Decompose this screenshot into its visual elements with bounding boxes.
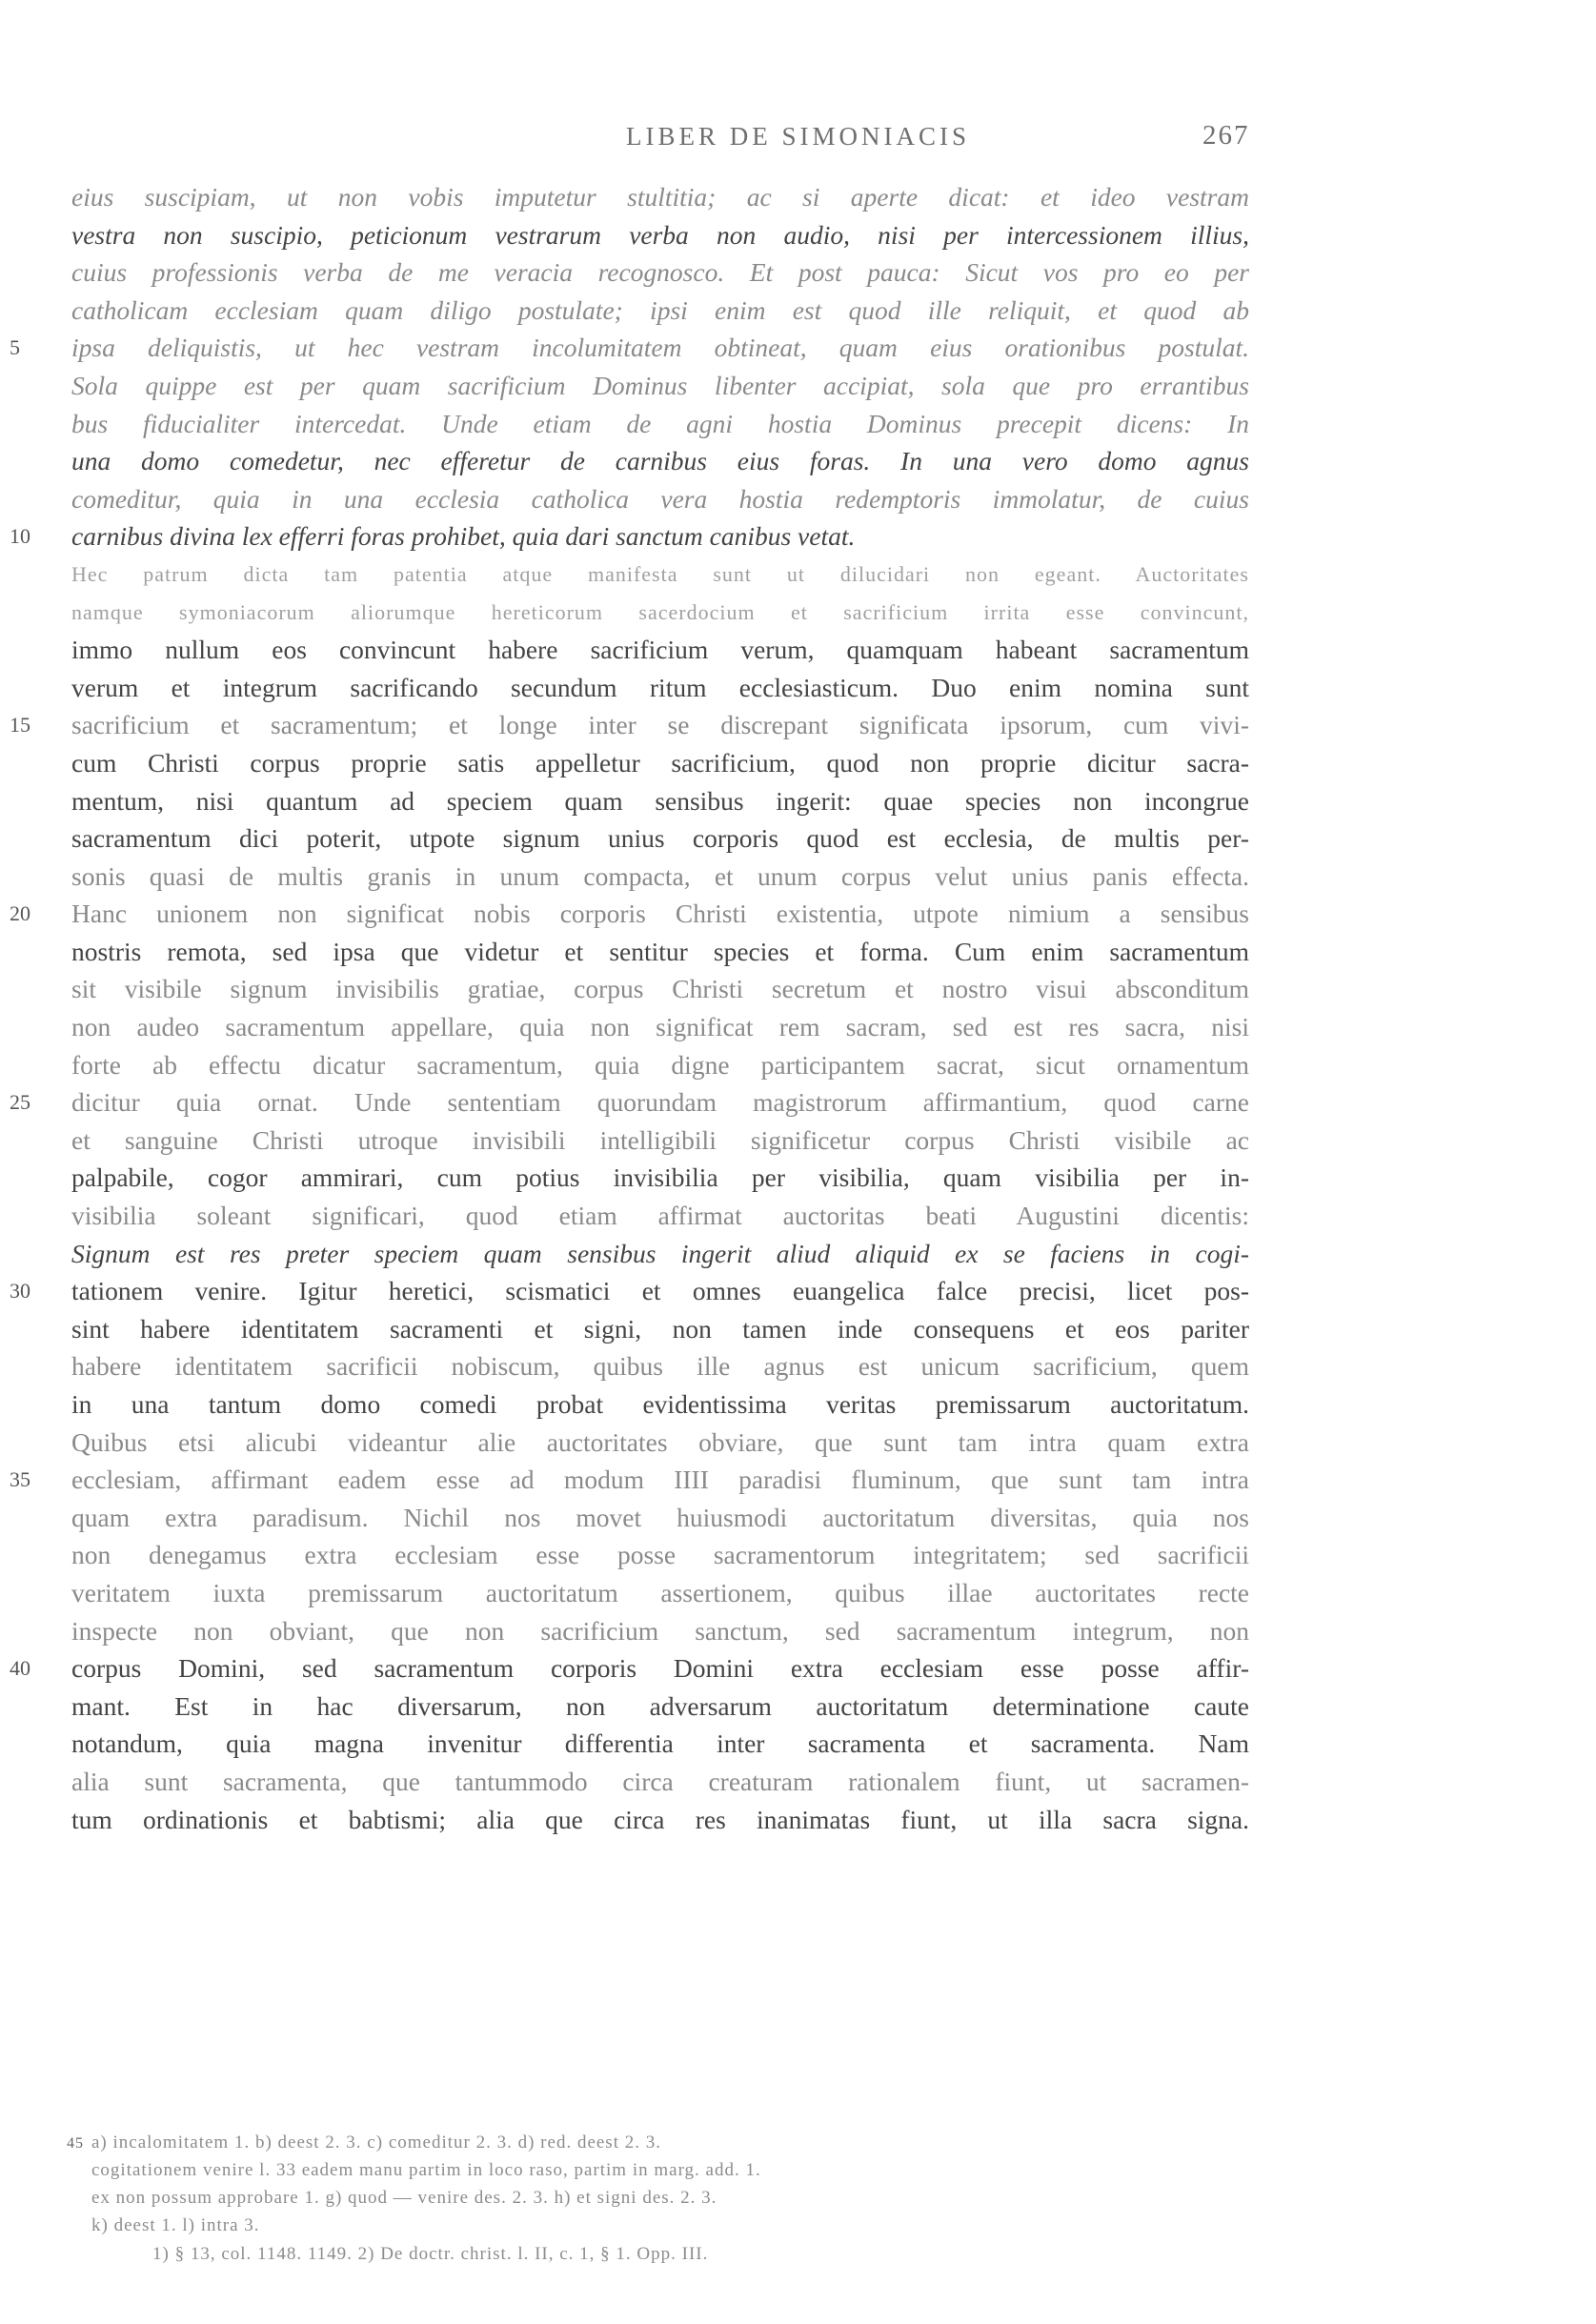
- critical-apparatus: [67, 2129, 1267, 2239]
- apparatus-text: cogitationem venire l. 33 eadem manu partim in loco raso, partim in marg. add. 1.: [91, 2160, 761, 2180]
- text-line: sint habere identitatem sacramenti et signi, non tamen inde consequens et eos pariter: [71, 1313, 1249, 1344]
- text-line: comeditur, quia in una ecclesia catholica vera hostia redemptoris immolatur, de cuius: [71, 483, 1249, 514]
- text-line: sonis quasi de multis granis in unum compacta, et unum corpus velut unius panis effecta.: [71, 860, 1249, 891]
- text-line: veritatem iuxta premissarum auctoritatum assertionem, quibus illae auctoritates recte: [71, 1577, 1249, 1607]
- text-line: Hec patrum dicta tam patentia atque manifesta sunt ut dilucidari non egeant. Auctoritates: [71, 561, 1249, 586]
- text-line: sacrificium et sacramentum; et longe inter se discrepant significata ipsorum, cum vivi-: [71, 710, 1249, 740]
- text-line: et sanguine Christi utroque invisibili intelligibili significetur corpus Christi visibile ac: [71, 1124, 1249, 1155]
- text-line: notandum, quia magna invenitur differentia inter sacramenta et sacramenta. Nam: [71, 1728, 1249, 1759]
- text-line: namque symoniacorum aliorumque hereticorum sacerdocium et sacrificium irrita esse convincunt,: [71, 599, 1249, 624]
- text-line: cuius professionis verba de me veracia recognosco. Et post pauca: Sicut vos pro eo per: [71, 257, 1249, 288]
- text-line: non audeo sacramentum appellare, quia non significat rem sacram, sed est res sacra, nisi: [71, 1012, 1249, 1042]
- text-line: habere identitatem sacrificii nobiscum, quibus ille agnus est unicum sacrificium, quem: [71, 1351, 1249, 1382]
- text-line: una domo comedetur, nec efferetur de carnibus eius foras. In una vero domo agnus: [71, 446, 1249, 476]
- line-number: 15: [10, 713, 30, 738]
- apparatus-line: [67, 2156, 1267, 2184]
- text-line: sacramentum dici poterit, utpote signum unius corporis quod est ecclesia, de multis per-: [71, 823, 1249, 854]
- text-line: alia sunt sacramenta, que tantummodo circa creaturam rationalem fiunt, ut sacramen-: [71, 1766, 1249, 1796]
- page-number: 267: [1202, 120, 1250, 151]
- apparatus-text: a) incalomitatem 1. b) deest 2. 3. c) comeditur 2. 3. d) red. deest 2. 3.: [91, 2132, 661, 2152]
- apparatus-text: k) deest 1. l) intra 3.: [91, 2215, 260, 2235]
- apparatus-line-number: 45: [67, 2135, 84, 2152]
- line-number: 10: [10, 524, 30, 549]
- text-line: carnibus divina lex efferri foras prohibet, quia dari sanctum canibus vetat.: [71, 521, 856, 552]
- line-number: 35: [10, 1467, 30, 1492]
- apparatus-line: [67, 2129, 1267, 2156]
- main-text: [71, 178, 1249, 1838]
- line-number: 20: [10, 901, 30, 926]
- text-line: ipsa deliquistis, ut hec vestram incolumitatem obtineat, quam eius orationibus postulat.: [71, 333, 1249, 363]
- text-line: verum et integrum sacrificando secundum ritum ecclesiasticum. Duo enim nomina sunt: [71, 672, 1249, 702]
- text-line: Signum est res preter speciem quam sensibus ingerit aliud aliquid ex se faciens in cogi-: [71, 1238, 1249, 1268]
- text-line: vestra non suscipio, peticionum vestrarum verba non audio, nisi per intercessionem illius,: [71, 219, 1249, 250]
- text-line: cum Christi corpus proprie satis appelletur sacrificium, quod non proprie dicitur sacra-: [71, 747, 1249, 778]
- text-line: ecclesiam, affirmant eadem esse ad modum IIII paradisi fluminum, que sunt tam intra: [71, 1465, 1249, 1495]
- text-line: mant. Est in hac diversarum, non adversarum auctoritatum determinatione caute: [71, 1690, 1249, 1721]
- line-number: 25: [10, 1090, 30, 1115]
- text-line: nostris remota, sed ipsa que videtur et sentitur species et forma. Cum enim sacramentum: [71, 936, 1249, 966]
- text-line: quam extra paradisum. Nichil nos movet huiusmodi auctoritatum diversitas, quia nos: [71, 1502, 1249, 1532]
- apparatus-text: ex non possum approbare 1. g) quod — venire des. 2. 3. h) et signi des. 2. 3.: [91, 2188, 717, 2208]
- text-line: catholicam ecclesiam quam diligo postulate; ipsi enim est quod ille reliquit, et quod ab: [71, 294, 1249, 325]
- text-line: eius suscipiam, ut non vobis imputetur stultitia; ac si aperte dicat: et ideo vestram: [71, 182, 1249, 212]
- text-line: tum ordinationis et babtismi; alia que circa res inanimatas fiunt, ut illa sacra signa.: [71, 1804, 1249, 1834]
- text-line: tationem venire. Igitur heretici, scismatici et omnes euangelica falce precisi, licet pos-: [71, 1276, 1249, 1306]
- text-line: sit visibile signum invisibilis gratiae, corpus Christi secretum et nostro visui absconditum: [71, 974, 1249, 1004]
- apparatus-line: [67, 2212, 1267, 2239]
- text-line: Sola quippe est per quam sacrificium Dominus libenter accipiat, sola que pro errantibus: [71, 370, 1249, 400]
- text-line: in una tantum domo comedi probat evidentissima veritas premissarum auctoritatum.: [71, 1389, 1249, 1419]
- source-notes: 1) § 13, col. 1148. 1149. 2) De doctr. christ. l. II, c. 1, § 1. Opp. III.: [152, 2244, 709, 2264]
- text-line: bus fiducialiter intercedat. Unde etiam de agni hostia Dominus precepit dicens: In: [71, 408, 1249, 438]
- line-number: 30: [10, 1279, 30, 1303]
- text-line: dicitur quia ornat. Unde sententiam quorundam magistrorum affirmantium, quod carne: [71, 1087, 1249, 1118]
- text-line: Hanc unionem non significat nobis corporis Christi existentia, utpote nimium a sensibus: [71, 899, 1249, 929]
- text-line: immo nullum eos convincunt habere sacrificium verum, quamquam habeant sacramentum: [71, 635, 1249, 665]
- line-number: 40: [10, 1656, 30, 1681]
- line-number: 5: [10, 335, 20, 360]
- text-line: inspecte non obviant, que non sacrificium sanctum, sed sacramentum integrum, non: [71, 1615, 1249, 1646]
- text-line: mentum, nisi quantum ad speciem quam sensibus ingerit: quae species non incongrue: [71, 785, 1249, 816]
- text-line: visibilia soleant significari, quod etiam affirmat auctoritas beati Augustini dicentis:: [71, 1201, 1249, 1231]
- text-line: Quibus etsi alicubi videantur alie auctoritates obviare, que sunt tam intra quam extra: [71, 1426, 1249, 1457]
- text-line: palpabile, cogor ammirari, cum potius invisibilia per visibilia, quam visibilia per in-: [71, 1162, 1249, 1193]
- running-title: LIBER DE SIMONIACIS: [625, 122, 970, 151]
- text-line: non denegamus extra ecclesiam esse posse sacramentorum integritatem; sed sacrificii: [71, 1540, 1249, 1570]
- text-line: forte ab effectu dicatur sacramentum, quia digne participantem sacrat, sicut ornamentum: [71, 1049, 1249, 1080]
- text-line: corpus Domini, sed sacramentum corporis Domini extra ecclesiam esse posse affir-: [71, 1653, 1249, 1684]
- apparatus-line: [67, 2184, 1267, 2212]
